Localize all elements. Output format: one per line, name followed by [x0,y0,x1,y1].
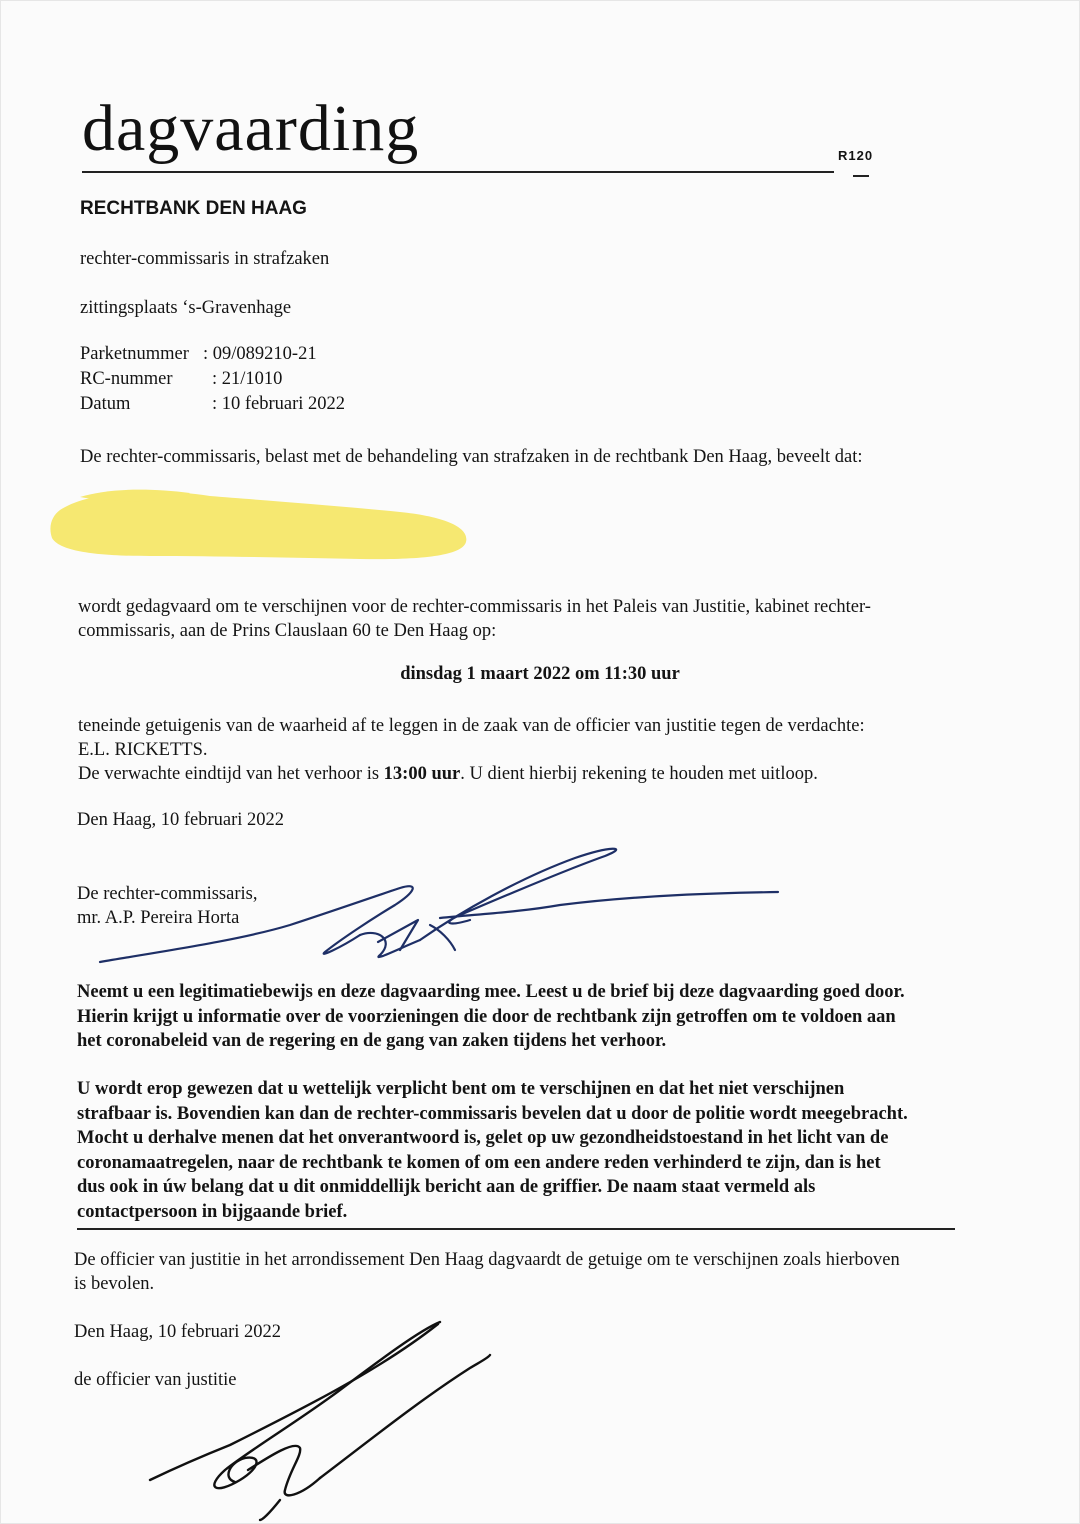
notice-line: U wordt erop gewezen dat u wettelijk verplicht bent om te verschijnen en dat het niet verschijnen [77,1079,845,1099]
signatory-name: mr. A.P. Pereira Horta [77,908,240,928]
place-date-2: Den Haag, 10 februari 2022 [74,1322,282,1342]
notice-line: Neemt u een legitimatiebewijs en deze dagvaarding mee. Leest u de brief bij deze dagvaarding goed door. [77,982,905,1002]
meta-label-datum: Datum [80,394,131,414]
meta-value-rc-nummer: : 21/1010 [212,369,283,389]
summons-line: wordt gedagvaard om te verschijnen voor de rechter-commissaris in het Paleis van Justitie, kabinet rechter- [78,597,871,617]
notice-line: strafbaar is. Bovendien kan dan de rechter-commissaris bevelen dat u door de politie wordt meegebracht. [77,1103,908,1124]
notice-line: Mocht u derhalve menen dat het onverantwoord is, gelet op uw gezondheidstoestand in het licht van de [77,1128,889,1148]
meta-value-parketnummer: : 09/089210-21 [203,344,317,364]
court-location: zittingsplaats ‘s-Gravenhage [80,298,292,318]
document-title: dagvaarding [82,92,420,165]
intro-sentence: De rechter-commissaris, belast met de behandeling van strafzaken in de rechtbank Den Haag, beveelt dat: [80,447,863,467]
end-time-prefix: De verwachte eindtijd van het verhoor is [78,764,384,784]
prosecutor-line: is bevolen. [74,1274,155,1294]
meta-value-datum: : 10 februari 2022 [212,394,346,414]
court-name: RECHTBANK DEN HAAG [80,198,307,219]
prosecutor-line: De officier van justitie in het arrondissement Den Haag dagvaardt de getuige om te verschijnen zoals hierboven [74,1250,900,1270]
notice-line: Hierin krijgt u informatie over de voorzieningen die door de rechtbank zijn getroffen om te voldoen aan [77,1006,896,1027]
notice-line: coronamaatregelen, naar de rechtbank te komen of om een andere reden verhinderd te zijn, dan is het [77,1152,881,1173]
suspect-name: E.L. RICKETTS. [78,740,208,760]
notice-line: contactpersoon in bijgaande brief. [77,1201,348,1222]
summons-line: commissaris, aan de Prins Clauslaan 60 te Den Haag op: [78,621,497,641]
notice-line: het coronabeleid van de regering en de gang van zaken tijdens het verhoor. [77,1031,667,1051]
end-time-suffix: . U dient hierbij rekening te houden met uitloop. [460,764,818,784]
court-role: rechter-commissaris in strafzaken [80,249,330,269]
place-date-1: Den Haag, 10 februari 2022 [77,810,285,830]
meta-label-parketnummer: Parketnummer [80,344,189,364]
end-time-value: 13:00 uur [383,764,461,784]
notice-line: dus ook in úw belang dat u dit onmiddellijk bericht aan de griffier. De naam staat vermeld als [77,1177,816,1197]
prosecutor-title: de officier van justitie [74,1370,237,1390]
appointment-datetime: dinsdag 1 maart 2022 om 11:30 uur [400,664,680,684]
signatory-title: De rechter-commissaris, [77,884,258,904]
meta-label-rc-nummer: RC-nummer [80,369,173,389]
purpose-line: teneinde getuigenis van de waarheid af te leggen in de zaak van de officier van justitie tegen de verdachte: [78,716,865,736]
form-code: R120 [838,148,874,163]
